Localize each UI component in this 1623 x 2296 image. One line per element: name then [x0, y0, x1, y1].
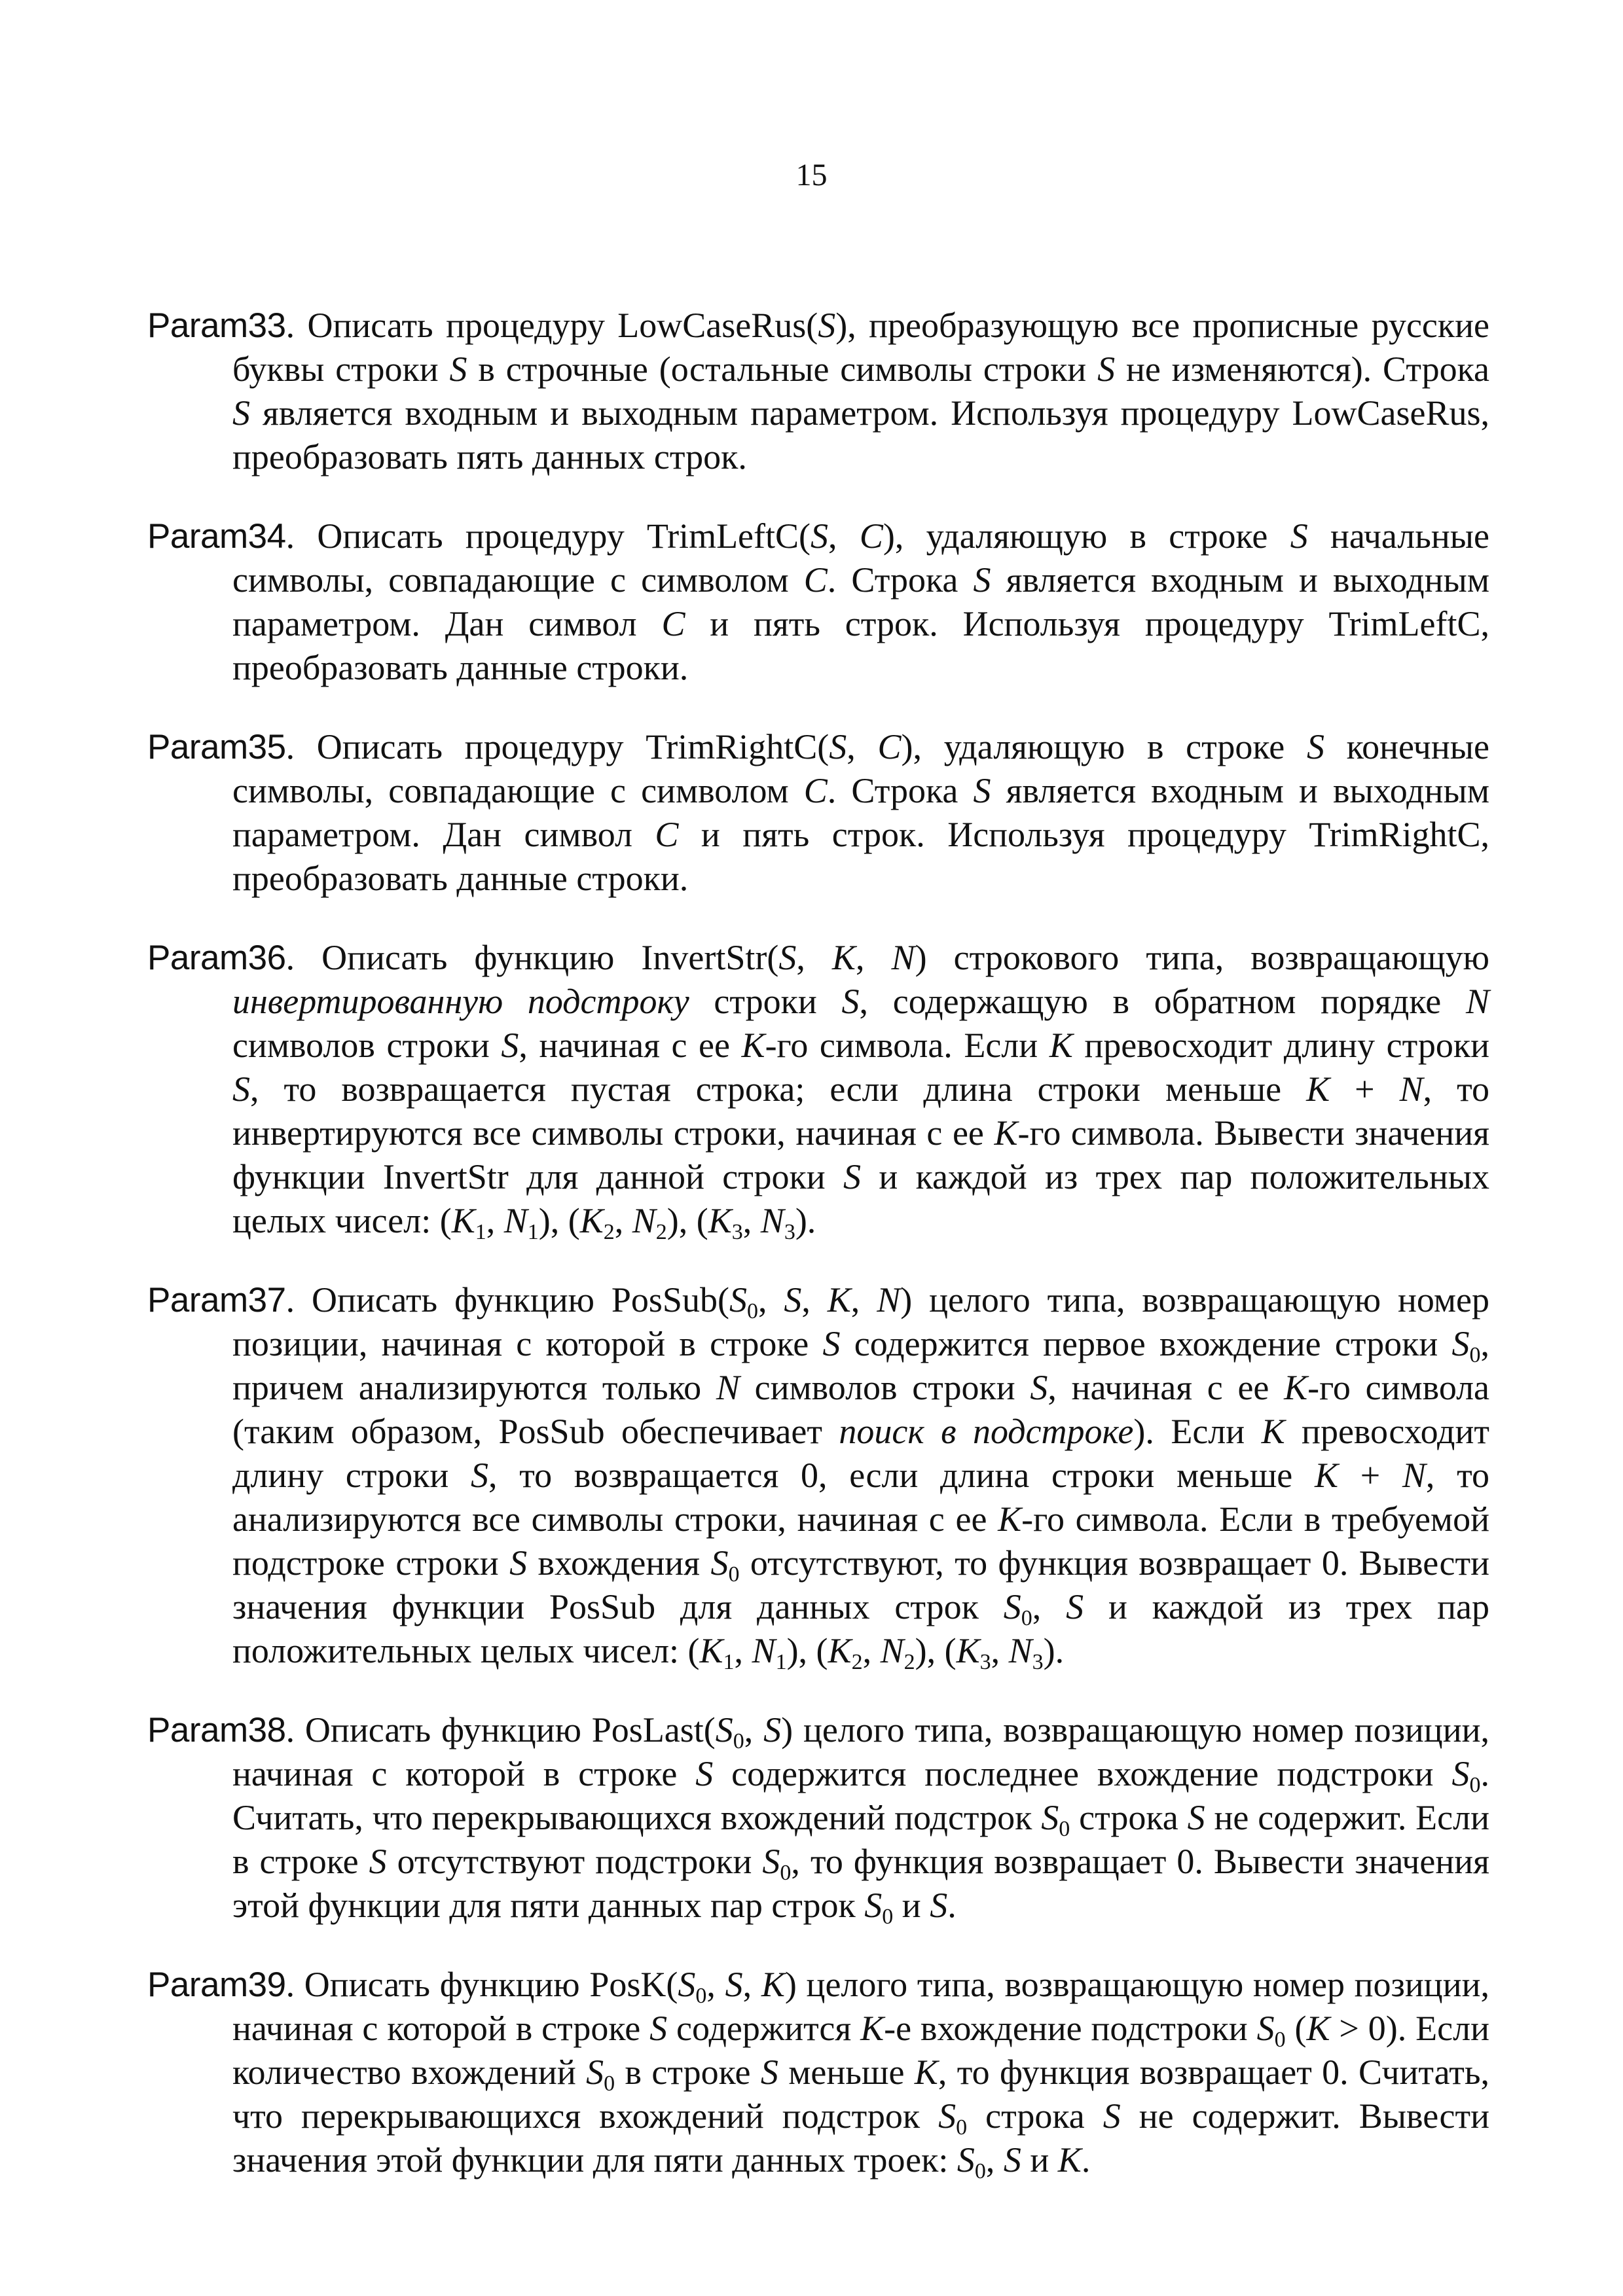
subscript: 1 [723, 1650, 735, 1674]
italic-run: K [1306, 2009, 1330, 2048]
italic-run: N [1399, 1069, 1423, 1109]
text-run: , [796, 938, 832, 977]
subscript: 0 [882, 1905, 894, 1929]
subscript: 0 [780, 1861, 792, 1885]
text-run: , начиная с ее [1048, 1368, 1285, 1407]
italic-run: S [232, 1069, 250, 1109]
subscript: 0 [604, 2072, 615, 2096]
italic-run: N [716, 1368, 740, 1407]
italic-run: S [973, 771, 991, 810]
text-run: -го символа. Вывести значения функции InvertStr для данной строки [232, 1113, 1489, 1196]
text-run: . [1081, 2140, 1091, 2179]
subscript: 0 [974, 2159, 986, 2183]
text-run: ( [1285, 2009, 1307, 2048]
subscript: 3 [979, 1650, 991, 1674]
text-run: , причем анализируются только [232, 1324, 1490, 1407]
subscript: 2 [903, 1650, 915, 1674]
italic-run: S [818, 306, 836, 345]
text-run: , содержащую в обратном порядке [859, 982, 1466, 1021]
task-text [232, 727, 1489, 898]
italic-run: K [831, 938, 856, 977]
text-run: , начиная с ее [519, 1026, 742, 1065]
italic-run: K [1049, 1026, 1073, 1065]
text-run: ) целого типа, возвращающую номер позиции, начиная с которой в строке [232, 1710, 1489, 1793]
task-text [232, 1280, 1490, 1674]
task-param33 [147, 304, 1489, 479]
task-param38 [147, 1708, 1489, 1928]
text-run: , [734, 1631, 752, 1670]
text-run: -е вхождение подстроки [884, 2009, 1257, 2048]
italic-run: C [661, 604, 685, 643]
text-run: строка [967, 2096, 1103, 2136]
text-run: символов строки [739, 1368, 1030, 1407]
text-run: , [828, 516, 860, 556]
text-run: содержится первое вхождение строки [840, 1324, 1452, 1363]
italic-run: S [586, 2053, 604, 2092]
italic-run: S [784, 1280, 802, 1319]
text-run: , [862, 1631, 881, 1670]
text-run: , [614, 1201, 632, 1240]
italic-run: N [891, 938, 915, 977]
text-run: ), ( [915, 1631, 957, 1670]
italic-run: N [752, 1631, 776, 1670]
italic-run: S [695, 1754, 714, 1793]
italic-run: N [1465, 982, 1489, 1021]
text-run: и [1021, 2140, 1058, 2179]
text-run: ), удаляющую в строке [901, 727, 1307, 766]
text-run: . [947, 1886, 957, 1925]
subscript: 0 [695, 1984, 707, 2008]
italic-run: S [973, 560, 991, 600]
italic-run: N [632, 1201, 656, 1240]
text-run: ). [795, 1201, 816, 1240]
text-run: , [850, 1280, 877, 1319]
task-param36 [147, 936, 1489, 1243]
italic-run: K [1261, 1412, 1285, 1451]
text-run: + [1338, 1456, 1402, 1495]
italic-run: K [579, 1201, 604, 1240]
italic-run: S [1066, 1587, 1084, 1626]
text-run: , то функция возвращает 0. Вывести значения этой функции для пяти данных пар строк [232, 1842, 1489, 1925]
task-label: Param35 [147, 728, 286, 766]
text-run: , [985, 2140, 1004, 2179]
italic-run: S [762, 1842, 780, 1881]
task-label: Param33 [147, 306, 286, 345]
subscript: 0 [1274, 2028, 1286, 2052]
subscript: 1 [527, 1220, 539, 1244]
text-run: не содержит. Если в строке [232, 1798, 1489, 1881]
text-run: меньше [778, 2053, 915, 2092]
text-run: , [1032, 1587, 1067, 1626]
italic-run: K [708, 1201, 732, 1240]
text-run: является входным и выходным параметром. Используя процедуру LowCaseRus, преобразовать пять данных строк. [232, 393, 1489, 476]
italic-run: S [1030, 1368, 1048, 1407]
text-run: , то инвертируются все символы строки, начиная с ее [232, 1069, 1489, 1153]
text-run: . Описать функцию PosSub( [285, 1280, 729, 1319]
italic-run: K [1057, 2140, 1082, 2179]
italic-run: S [1097, 350, 1116, 389]
italic-run: S [822, 1324, 841, 1363]
subscript: 0 [1021, 1606, 1032, 1630]
text-run: , [742, 1201, 761, 1240]
italic-run: S [1187, 1798, 1205, 1837]
subscript: 0 [728, 1562, 740, 1587]
text-run: , [757, 1280, 784, 1319]
subscript: 0 [1469, 1773, 1481, 1797]
text-run: является входным и выходным параметром. Дан символ [232, 771, 1490, 854]
text-run: , [486, 1201, 504, 1240]
italic-run: K [828, 1631, 852, 1670]
italic-run: S [678, 1965, 696, 2004]
text-run: , [742, 1965, 761, 2004]
text-run: -го символа. Если [765, 1026, 1049, 1065]
text-run: . Описать функцию InvertStr( [285, 938, 779, 977]
text-run: , [801, 1280, 828, 1319]
italic-run: инвертированную подстроку [232, 982, 689, 1021]
text-run: + [1330, 1069, 1400, 1109]
text-run: превосходит длину строки [232, 1412, 1490, 1495]
italic-run: K [827, 1280, 851, 1319]
italic-run: S [725, 1965, 743, 2004]
text-run: конечные символы, совпадающие с символом [232, 727, 1489, 810]
text-run: , [706, 1965, 725, 2004]
task-param37 [147, 1278, 1489, 1673]
text-run: и каждой из трех пар положительных целых чисел: ( [232, 1157, 1489, 1240]
text-run: не содержит. Вывести значения этой функции для пяти данных троек: [232, 2096, 1489, 2179]
task-param39 [147, 1963, 1489, 2182]
text-run: и каждой из трех пар положительных целых чисел: ( [232, 1587, 1490, 1670]
page-number: 15 [795, 158, 828, 192]
text-run: . Описать процедуру LowCaseRus( [285, 306, 818, 345]
italic-run: S [938, 2096, 957, 2136]
text-run: , [855, 938, 892, 977]
text-run: , [847, 727, 878, 766]
italic-run: S [1451, 1754, 1470, 1793]
text-run: и [893, 1886, 930, 1925]
italic-run: K [1306, 1069, 1330, 1109]
subscript: 0 [956, 2115, 968, 2140]
italic-run: S [763, 1710, 782, 1749]
italic-run: K [741, 1026, 765, 1065]
italic-run: S [1003, 1587, 1021, 1626]
italic-run: S [778, 938, 797, 977]
task-text [232, 306, 1489, 476]
italic-run: K [998, 1499, 1022, 1539]
italic-run: K [761, 1965, 785, 2004]
subscript: 3 [784, 1220, 795, 1244]
task-param34 [147, 514, 1489, 690]
text-run: -го символа. Если в требуемой подстроке строки [232, 1499, 1489, 1583]
text-run: начальные символы, совпадающие с символом [232, 516, 1490, 600]
subscript: 2 [603, 1220, 615, 1244]
subscript: 1 [775, 1650, 787, 1674]
task-label: Param38 [147, 1711, 286, 1749]
text-run: содержится последнее вхождение подстроки [713, 1754, 1452, 1793]
task-label: Param36 [147, 939, 286, 977]
italic-run: S [369, 1842, 387, 1881]
italic-run: S [930, 1886, 948, 1925]
subscript: 0 [746, 1299, 758, 1323]
italic-run: S [649, 2009, 668, 2048]
italic-run: K [699, 1631, 723, 1670]
text-run: , то возвращается 0, если длина строки меньше [488, 1456, 1315, 1495]
text-run: . Описать процедуру TrimLeftC( [285, 516, 811, 556]
italic-run: C [655, 815, 679, 854]
text-run: строки [689, 982, 842, 1021]
italic-run: K [1284, 1368, 1308, 1407]
italic-run: K [860, 2009, 884, 2048]
text-run: , то возвращается пустая строка; если длина строки меньше [250, 1069, 1307, 1109]
text-run: . Строка [827, 771, 974, 810]
italic-run: поиск в подстроке [839, 1412, 1134, 1451]
italic-run: S [760, 2053, 778, 2092]
italic-run: S [710, 1543, 729, 1583]
text-run: вхождения [527, 1543, 711, 1583]
text-run: ) строкового типа, возвращающую [915, 938, 1490, 977]
italic-run: C [803, 560, 828, 600]
italic-run: S [1041, 1798, 1059, 1837]
italic-run: S [957, 2140, 975, 2179]
subscript: 2 [655, 1220, 667, 1244]
italic-run: S [811, 516, 829, 556]
text-run: > 0). Если количество вхождений [232, 2009, 1489, 2092]
text-run: . Описать функцию PosLast( [285, 1710, 716, 1749]
text-run: и пять строк. Используя процедуру TrimRightC, преобразовать данные строки. [232, 815, 1489, 898]
task-text [232, 938, 1490, 1244]
text-run: ) целого типа, возвращающую номер позиции, начиная с которой в строке [232, 1965, 1489, 2048]
text-run: в строчные (остальные символы строки [467, 350, 1098, 389]
task-text [232, 1965, 1489, 2183]
subscript: 0 [1059, 1817, 1070, 1841]
italic-run: S [715, 1710, 733, 1749]
text-run: ). Если [1133, 1412, 1262, 1451]
italic-run: S [1290, 516, 1308, 556]
text-run: , то функция возвращает 0. Считать, что перекрывающихся вхождений подстрок [232, 2053, 1489, 2136]
italic-run: S [1306, 727, 1324, 766]
task-list [147, 268, 1489, 2195]
task-label: Param37 [147, 1281, 286, 1319]
italic-run: S [1256, 2009, 1275, 2048]
italic-run: S [729, 1280, 747, 1319]
italic-run: N [760, 1201, 784, 1240]
text-run: , то анализируются все символы строки, начиная с ее [232, 1456, 1489, 1539]
task-param35 [147, 725, 1489, 901]
italic-run: N [1402, 1456, 1426, 1495]
italic-run: S [841, 982, 860, 1021]
italic-run: N [1008, 1631, 1032, 1670]
task-text [232, 1710, 1489, 1929]
subscript: 1 [475, 1220, 486, 1244]
text-run: и пять строк. Используя процедуру TrimLeftC, преобразовать данные строки. [232, 604, 1489, 687]
italic-run: S [843, 1157, 861, 1196]
italic-run: S [471, 1456, 488, 1495]
italic-run: K [451, 1201, 475, 1240]
text-run: превосходит длину строки [1072, 1026, 1489, 1065]
italic-run: C [877, 727, 902, 766]
italic-run: K [914, 2053, 938, 2092]
italic-run: S [232, 393, 250, 433]
text-run: ), ( [666, 1201, 708, 1240]
subscript: 3 [1032, 1650, 1044, 1674]
text-run: , [991, 1631, 1009, 1670]
italic-run: N [877, 1280, 901, 1319]
italic-run: S [1451, 1324, 1470, 1363]
text-run: . Строка [827, 560, 974, 600]
text-run: , [744, 1710, 764, 1749]
italic-run: S [864, 1886, 883, 1925]
text-run: отсутствуют, то функция возвращает 0. Вывести значения функции PosSub для данных строк [232, 1543, 1490, 1626]
text-run: -го символа (таким образом, PosSub обеспечивает [232, 1368, 1490, 1451]
text-run: ), удаляющую в строке [883, 516, 1290, 556]
subscript: 0 [733, 1729, 744, 1753]
text-run: ), ( [786, 1631, 828, 1670]
italic-run: K [994, 1113, 1018, 1153]
text-run: ), ( [538, 1201, 580, 1240]
subscript: 2 [851, 1650, 863, 1674]
text-run: ) целого типа, возвращающую номер позиции, начиная с которой в строке [232, 1280, 1490, 1363]
text-run: ), преобразующую все прописные русские буквы строки [232, 306, 1489, 389]
italic-run: K [956, 1631, 980, 1670]
italic-run: C [859, 516, 883, 556]
text-run: содержится [667, 2009, 861, 2048]
task-label: Param39 [147, 1965, 286, 2004]
text-run: в строке [615, 2053, 761, 2092]
italic-run: C [803, 771, 828, 810]
italic-run: S [501, 1026, 519, 1065]
task-label: Param34 [147, 517, 286, 556]
text-run: ). [1043, 1631, 1065, 1670]
text-run: символов строки [232, 1026, 501, 1065]
text-run: отсутствуют подстроки [386, 1842, 763, 1881]
italic-run: S [1003, 2140, 1021, 2179]
text-run: является входным и выходным параметром. Дан символ [232, 560, 1490, 643]
text-run: строка [1070, 1798, 1188, 1837]
text-run: . Описать функцию PosK( [285, 1965, 678, 2004]
italic-run: K [1314, 1456, 1338, 1495]
subscript: 3 [731, 1220, 743, 1244]
text-run: . Описать процедуру TrimRightC( [285, 727, 830, 766]
italic-run: S [449, 350, 467, 389]
italic-run: S [509, 1543, 528, 1583]
italic-run: N [880, 1631, 904, 1670]
text-run: . Считать, что перекрывающихся вхождений подстрок [232, 1754, 1489, 1837]
italic-run: S [829, 727, 847, 766]
task-text [232, 516, 1489, 687]
text-run: не изменяются). Строка [1115, 350, 1489, 389]
subscript: 0 [1469, 1343, 1481, 1367]
italic-run: S [1103, 2096, 1121, 2136]
italic-run: N [503, 1201, 528, 1240]
